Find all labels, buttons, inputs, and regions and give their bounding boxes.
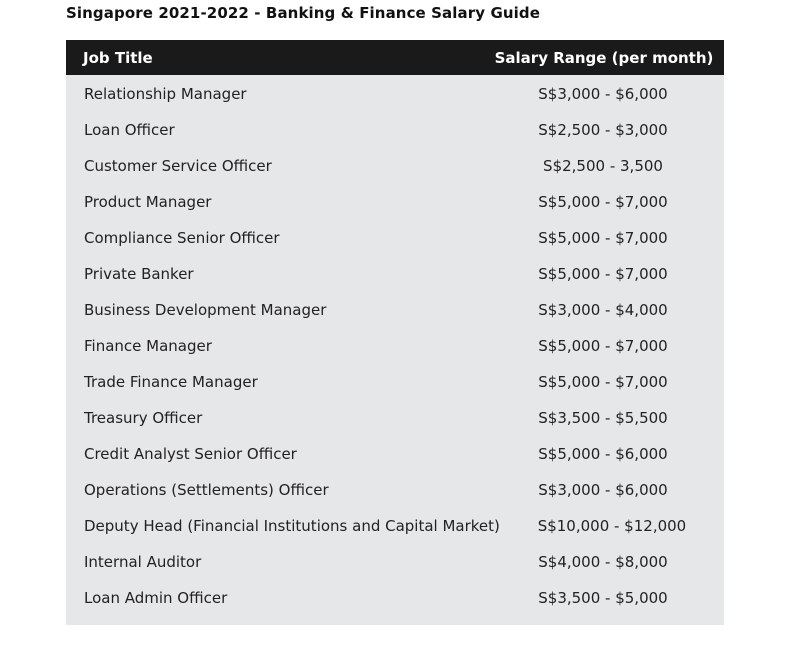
- job-title-cell: Private Banker: [84, 265, 194, 283]
- table-body: [66, 75, 724, 616]
- table-row: [66, 292, 724, 328]
- table-row: [66, 364, 724, 400]
- header-job-title: Job Title: [83, 48, 153, 67]
- salary-cell: S$10,000 - $12,000: [537, 517, 687, 535]
- salary-cell: S$5,000 - $7,000: [538, 373, 668, 391]
- table-row: [66, 112, 724, 148]
- salary-cell: S$2,500 - $3,000: [538, 121, 668, 139]
- salary-cell: S$5,000 - $7,000: [538, 337, 668, 355]
- salary-cell: S$5,000 - $7,000: [538, 265, 668, 283]
- salary-cell: S$3,000 - $6,000: [538, 85, 668, 103]
- table-row: [66, 400, 724, 436]
- job-title-cell: Internal Auditor: [84, 553, 202, 571]
- salary-cell: S$3,500 - $5,500: [538, 409, 668, 427]
- table-row: [66, 580, 724, 616]
- table-row: [66, 256, 724, 292]
- job-title-cell: Loan Admin Officer: [84, 589, 228, 607]
- table-row: [66, 220, 724, 256]
- job-title-cell: Operations (Settlements) Officer: [84, 481, 329, 499]
- table-row: [66, 472, 724, 508]
- job-title-cell: Customer Service Officer: [84, 157, 272, 175]
- salary-cell: S$3,000 - $6,000: [538, 481, 668, 499]
- table-header: [66, 40, 724, 75]
- salary-table: [66, 40, 724, 625]
- job-title-cell: Trade Finance Manager: [84, 373, 258, 391]
- table-row: [66, 544, 724, 580]
- job-title-cell: Compliance Senior Officer: [84, 229, 280, 247]
- salary-cell: S$5,000 - $6,000: [538, 445, 668, 463]
- job-title-cell: Credit Analyst Senior Officer: [84, 445, 297, 463]
- table-row: [66, 184, 724, 220]
- salary-cell: S$4,000 - $8,000: [538, 553, 668, 571]
- job-title-cell: Finance Manager: [84, 337, 212, 355]
- salary-cell: S$3,000 - $4,000: [538, 301, 668, 319]
- table-row: [66, 148, 724, 184]
- salary-cell: S$2,500 - 3,500: [543, 157, 663, 175]
- job-title-cell: Deputy Head (Financial Institutions and Capital Market): [84, 517, 500, 535]
- table-row: [66, 328, 724, 364]
- salary-cell: S$5,000 - $7,000: [538, 193, 668, 211]
- table-row: [66, 508, 724, 544]
- job-title-cell: Product Manager: [84, 193, 212, 211]
- salary-cell: S$3,500 - $5,000: [538, 589, 668, 607]
- job-title-cell: Loan Officer: [84, 121, 175, 139]
- job-title-cell: Business Development Manager: [84, 301, 327, 319]
- table-row: [66, 436, 724, 472]
- salary-cell: S$5,000 - $7,000: [538, 229, 668, 247]
- table-row: [66, 76, 724, 112]
- page-title: Singapore 2021-2022 - Banking & Finance Salary Guide: [66, 4, 540, 22]
- header-salary-range: Salary Range (per month): [494, 48, 714, 67]
- job-title-cell: Relationship Manager: [84, 85, 247, 103]
- job-title-cell: Treasury Officer: [84, 409, 203, 427]
